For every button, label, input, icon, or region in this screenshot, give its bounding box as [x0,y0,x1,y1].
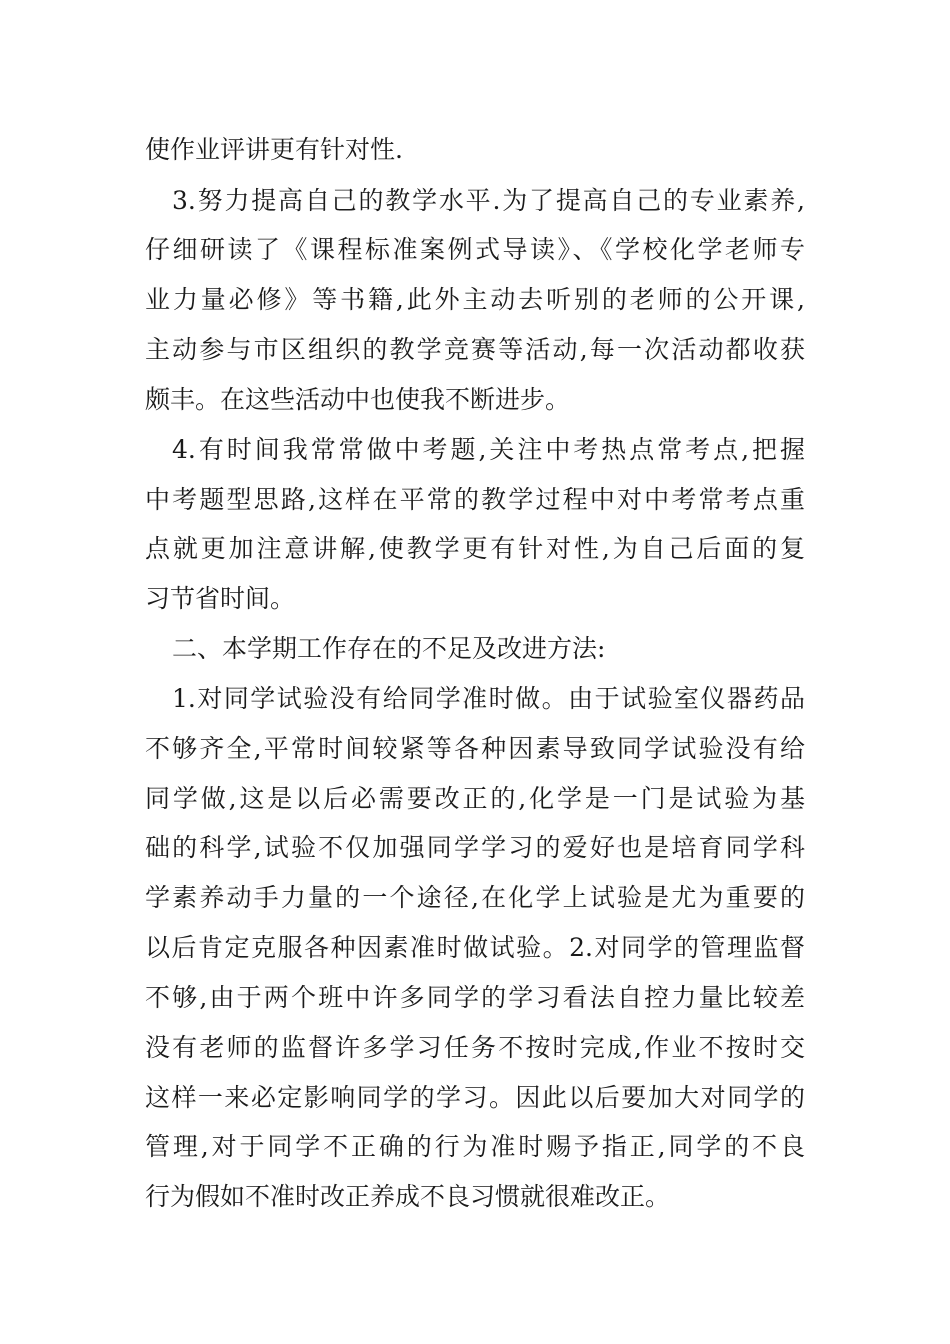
text-line: 仔细研读了《课程标准案例式导读》、《学校化学老师专 [145,235,805,264]
section-heading: 二、本学期工作存在的不足及改进方法: [172,634,606,663]
text-line: 这样一来必定影响同学的学习。因此以后要加大对同学的 [145,1083,805,1112]
text-line: 不够齐全,平常时间较紧等各种因素导致同学试验没有给 [145,734,805,763]
text-line: 中考题型思路,这样在平常的教学过程中对中考常考点重 [145,485,805,514]
text-line: 不够,由于两个班中许多同学的学习看法自控力量比较差 [145,983,805,1012]
text-line: 同学做,这是以后必需要改正的,化学是一门是试验为基 [145,784,805,813]
text-line: 管理,对于同学不正确的行为准时赐予指正,同学的不良 [145,1132,805,1161]
text-line: 主动参与市区组织的教学竞赛等活动,每一次活动都收获 [145,335,805,364]
text-line: 4.有时间我常常做中考题,关注中考热点常考点,把握 [172,435,805,464]
text-line: 点就更加注意讲解,使教学更有针对性,为自己后面的复 [145,534,805,563]
text-line: 没有老师的监督许多学习任务不按时完成,作业不按时交 [145,1033,805,1062]
text-line: 颇丰。在这些活动中也使我不断进步。 [145,385,571,414]
text-line: 以后肯定克服各种因素准时做试验。2.对同学的管理监督 [145,933,805,962]
text-line: 习节省时间。 [145,584,296,613]
text-line: 3.努力提高自己的教学水平.为了提高自己的专业素养, [172,186,805,215]
text-line: 1.对同学试验没有给同学准时做。由于试验室仪器药品 [172,684,805,713]
text-line: 学素养动手力量的一个途径,在化学上试验是尤为重要的 [145,883,805,912]
text-line: 行为假如不准时改正养成不良习惯就很难改正。 [145,1182,671,1211]
text-line: 业力量必修》等书籍,此外主动去听别的老师的公开课, [145,285,805,314]
text-line: 础的科学,试验不仅加强同学学习的爱好也是培育同学科 [145,833,805,862]
text-line: 使作业评讲更有针对性. [145,135,403,164]
